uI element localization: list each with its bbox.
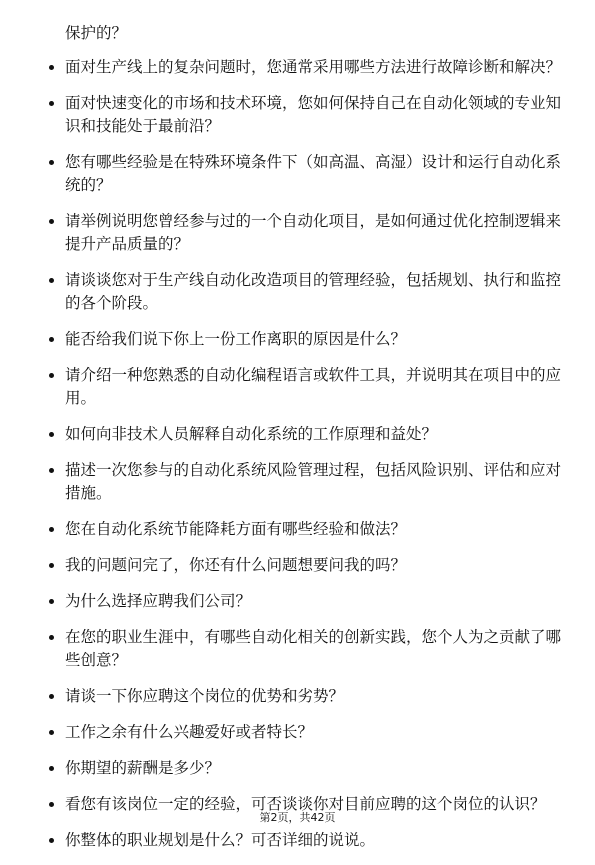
bullet-icon xyxy=(49,65,54,70)
bullet-icon xyxy=(49,432,54,437)
bullet-icon xyxy=(49,563,54,568)
list-item xyxy=(45,626,565,672)
bullet-icon xyxy=(49,101,54,106)
bullet-icon xyxy=(49,599,54,604)
question-text: 我的问题问完了，你还有什么问题想要问我的吗？ xyxy=(65,556,407,574)
list-item xyxy=(45,328,565,351)
question-text: 您有哪些经验是在特殊环境条件下（如高温、高湿）设计和运行自动化系统的？ xyxy=(65,153,562,194)
question-text: 在您的职业生涯中，有哪些自动化相关的创新实践，您个人为之贡献了哪些创意？ xyxy=(65,628,562,669)
list-item xyxy=(45,364,565,410)
question-text: 请谈谈您对于生产线自动化改造项目的管理经验，包括规划、执行和监控的各个阶段。 xyxy=(65,271,562,312)
bullet-icon xyxy=(49,730,54,735)
list-item xyxy=(45,590,565,613)
list-item xyxy=(45,269,565,315)
question-list xyxy=(45,56,565,865)
list-item xyxy=(45,829,565,852)
page-footer: 第2页，共42页 xyxy=(259,811,336,824)
continuation-text: 保护的？ xyxy=(65,24,128,42)
bullet-icon xyxy=(49,160,54,165)
list-item xyxy=(45,721,565,744)
question-text: 看您有该岗位一定的经验，可否谈谈你对目前应聘的这个岗位的认识？ xyxy=(65,795,546,813)
bullet-icon xyxy=(49,838,54,843)
list-item xyxy=(45,459,565,505)
question-text: 请谈一下你应聘这个岗位的优势和劣势？ xyxy=(65,687,345,705)
question-text: 如何向非技术人员解释自动化系统的工作原理和益处？ xyxy=(65,425,438,443)
list-item xyxy=(45,151,565,197)
question-text: 请举例说明您曾经参与过的一个自动化项目，是如何通过优化控制逻辑来提升产品质量的？ xyxy=(65,212,562,253)
bullet-icon xyxy=(49,694,54,699)
question-text: 面对快速变化的市场和技术环境，您如何保持自己在自动化领域的专业知识和技能处于最前沿？ xyxy=(65,94,562,135)
list-item xyxy=(45,210,565,256)
question-text: 您在自动化系统节能降耗方面有哪些经验和做法？ xyxy=(65,520,407,538)
question-text: 描述一次您参与的自动化系统风险管理过程，包括风险识别、评估和应对措施。 xyxy=(65,461,562,502)
list-item xyxy=(45,685,565,708)
question-text: 你期望的薪酬是多少？ xyxy=(65,759,221,777)
question-text: 你整体的职业规划是什么？可否详细的说说。 xyxy=(65,831,376,849)
list-item xyxy=(45,757,565,780)
bullet-icon xyxy=(49,802,54,807)
list-item xyxy=(45,56,565,79)
question-text: 面对生产线上的复杂问题时，您通常采用哪些方法进行故障诊断和解决？ xyxy=(65,58,562,76)
bullet-icon xyxy=(49,635,54,640)
bullet-icon xyxy=(49,219,54,224)
bullet-icon xyxy=(49,468,54,473)
question-text: 能否给我们说下你上一份工作离职的原因是什么？ xyxy=(65,330,407,348)
list-item xyxy=(45,554,565,577)
bullet-icon xyxy=(49,373,54,378)
question-text: 请介绍一种您熟悉的自动化编程语言或软件工具，并说明其在项目中的应用。 xyxy=(65,366,562,407)
list-item xyxy=(45,92,565,138)
list-item xyxy=(45,518,565,541)
bullet-icon xyxy=(49,766,54,771)
bullet-icon xyxy=(49,278,54,283)
bullet-icon xyxy=(49,337,54,342)
question-text: 工作之余有什么兴趣爱好或者特长？ xyxy=(65,723,314,741)
list-item xyxy=(45,423,565,446)
bullet-icon xyxy=(49,527,54,532)
question-text: 为什么选择应聘我们公司？ xyxy=(65,592,252,610)
